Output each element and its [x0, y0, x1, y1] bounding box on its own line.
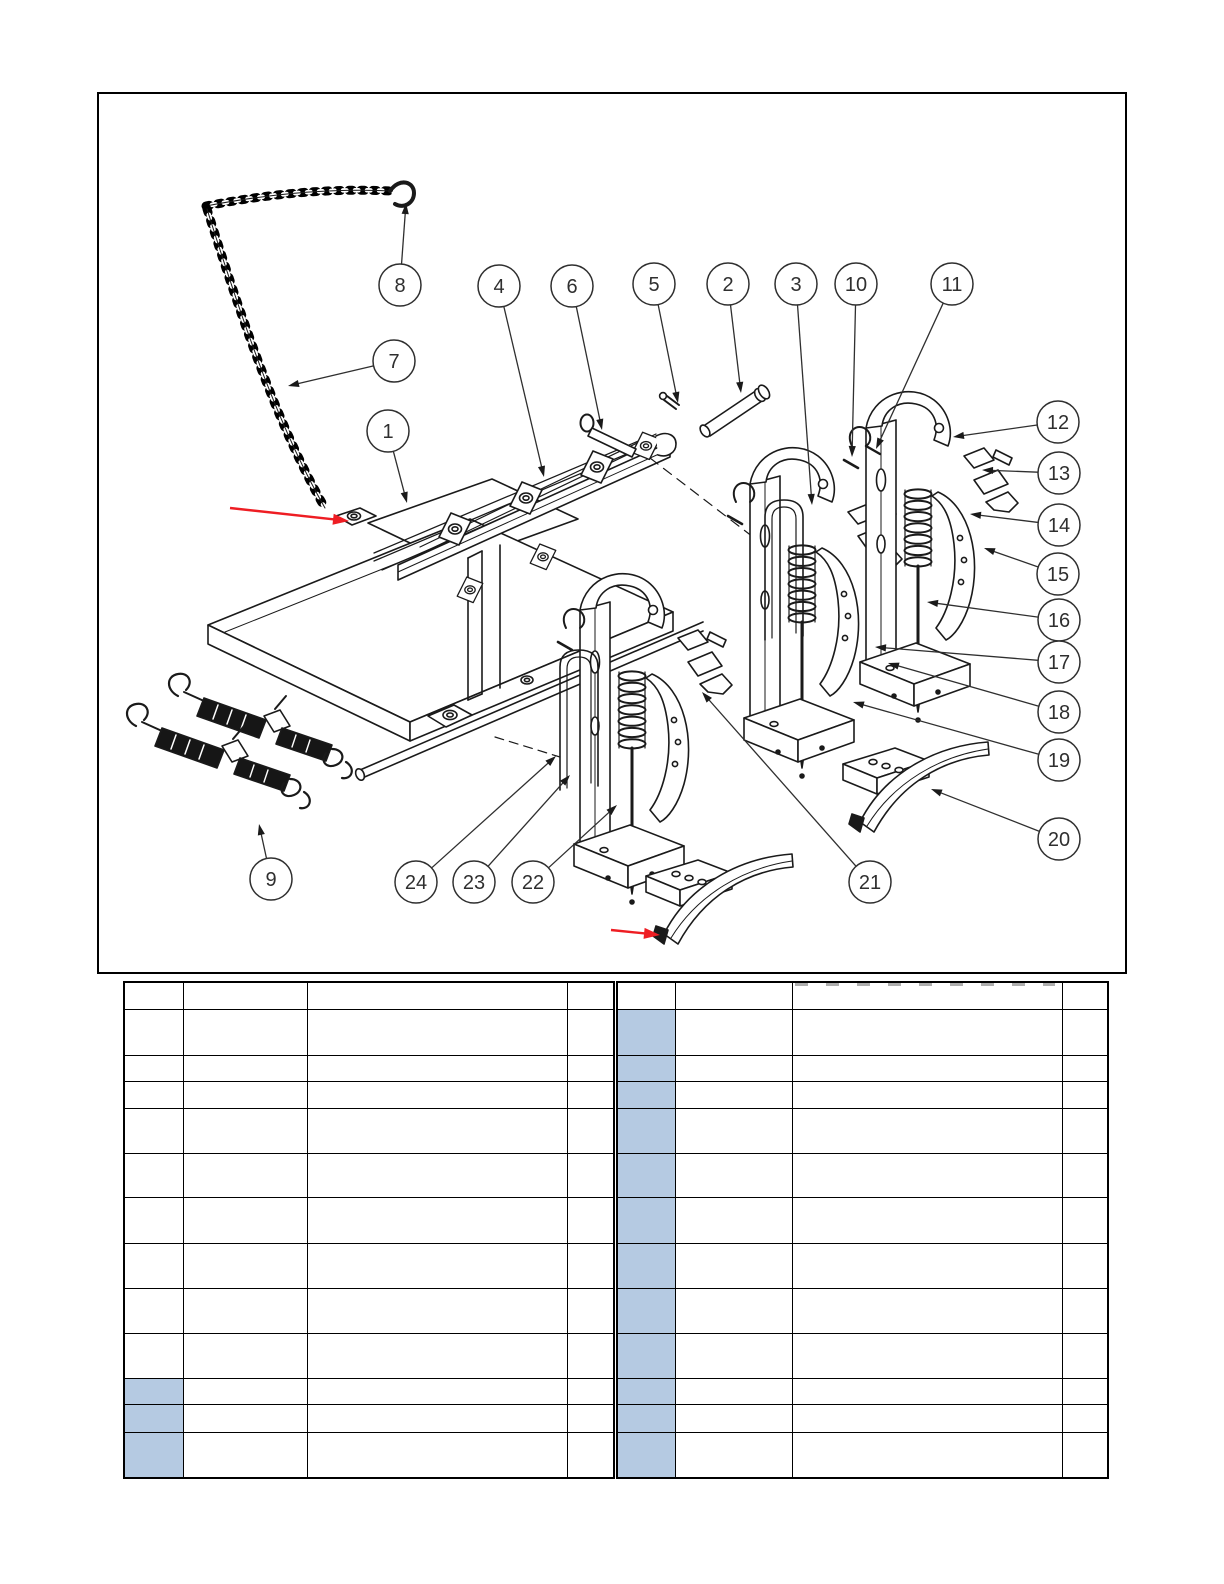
- parts-table-row: [124, 1153, 614, 1197]
- parts-table-cell: [675, 1378, 792, 1404]
- parts-table-cell: [124, 1081, 183, 1108]
- balloon-9: [250, 824, 292, 900]
- parts-table-cell: [675, 982, 792, 1009]
- parts-table-row: [617, 1333, 1108, 1378]
- parts-table-cell: [792, 1108, 1062, 1153]
- parts-table-cell: [617, 1055, 675, 1081]
- parts-table-cell: [792, 982, 1062, 1009]
- parts-table-cell: [124, 982, 183, 1009]
- balloon-number: 7: [388, 351, 400, 373]
- parts-table-row: [124, 1197, 614, 1243]
- leader-line: [859, 704, 1039, 755]
- parts-table-cell: [1062, 1378, 1108, 1404]
- parts-table-cell: [124, 1197, 183, 1243]
- parts-table-cell: [792, 1055, 1062, 1081]
- parts-table-cell: [1062, 1288, 1108, 1333]
- red-arrow: [230, 508, 349, 525]
- parts-table-cell: [617, 982, 675, 1009]
- leader-arrowhead: [401, 491, 408, 503]
- leader-line: [432, 760, 552, 868]
- parts-table-cell: [307, 1009, 567, 1055]
- parts-table-cell: [617, 1197, 675, 1243]
- balloon-number: 16: [1047, 610, 1071, 632]
- parts-table-cell: [183, 1243, 307, 1288]
- leader-arrowhead: [808, 494, 815, 505]
- parts-table-cell: [617, 1108, 675, 1153]
- parts-table-cell: [307, 982, 567, 1009]
- parts-table-cell: [567, 1081, 614, 1108]
- parts-table-cell: [675, 1081, 792, 1108]
- parts-table-row: [124, 1055, 614, 1081]
- parts-table-cell: [567, 1432, 614, 1478]
- parts-table-cell: [675, 1333, 792, 1378]
- parts-table-cell: [567, 1288, 614, 1333]
- leader-line: [976, 515, 1038, 523]
- balloon-number: 3: [790, 274, 802, 296]
- parts-table-row: [617, 1197, 1108, 1243]
- parts-table-cell: [124, 1404, 183, 1432]
- parts-table-cell: [567, 1333, 614, 1378]
- parts-table-right: [616, 981, 1109, 1479]
- leader-line: [730, 305, 740, 387]
- parts-table-cell: [1062, 1404, 1108, 1432]
- parts-table-cell: [1062, 1108, 1108, 1153]
- parts-table-left: [123, 981, 615, 1479]
- parts-table-cell: [617, 1009, 675, 1055]
- parts-table-cell: [307, 1404, 567, 1432]
- parts-table-header-row: [124, 982, 614, 1009]
- leader-arrowhead: [931, 789, 943, 796]
- leader-arrowhead: [984, 548, 996, 555]
- parts-table-cell: [567, 1378, 614, 1404]
- balloon-number: 6: [566, 276, 578, 298]
- balloon-2: [707, 263, 749, 393]
- leader-arrowhead: [849, 446, 856, 457]
- lynch-pin: [581, 415, 637, 458]
- parts-table-cell: [124, 1288, 183, 1333]
- red-arrow: [611, 928, 660, 939]
- parts-table-row: [617, 1081, 1108, 1108]
- parts-table-cell: [1062, 1432, 1108, 1478]
- redacted-header-text-artifact: [795, 983, 1055, 986]
- parts-table-cell: [617, 1404, 675, 1432]
- parts-table-cell: [792, 1333, 1062, 1378]
- alignment-dashed-line: [495, 737, 560, 757]
- parts-table-cell: [183, 982, 307, 1009]
- parts-table-cell: [1062, 1009, 1108, 1055]
- parts-table-row: [124, 1432, 614, 1478]
- parts-table-cell: [183, 1333, 307, 1378]
- balloon-number: 4: [493, 276, 505, 298]
- parts-table-cell: [183, 1009, 307, 1055]
- parts-table-cell: [567, 1197, 614, 1243]
- leader-arrowhead: [288, 380, 300, 387]
- leader-arrowhead: [927, 600, 938, 607]
- leader-line: [990, 550, 1039, 567]
- parts-table-cell: [567, 1055, 614, 1081]
- parts-table-cell: [675, 1432, 792, 1478]
- leader-line: [658, 305, 677, 398]
- balloon-1: [367, 410, 409, 503]
- balloon-4: [478, 265, 545, 477]
- parts-table-cell: [792, 1378, 1062, 1404]
- parts-table-cell: [307, 1288, 567, 1333]
- parts-table-cell: [183, 1378, 307, 1404]
- balloon-number: 18: [1047, 702, 1071, 724]
- parts-table-row: [617, 1404, 1108, 1432]
- shank-assembly-right: [844, 392, 1018, 722]
- parts-table-cell: [567, 1243, 614, 1288]
- parts-table-cell: [617, 1153, 675, 1197]
- parts-table-cell: [183, 1404, 307, 1432]
- balloon-number: 24: [404, 872, 428, 894]
- balloon-number: 10: [844, 274, 868, 296]
- parts-table-cell: [567, 1009, 614, 1055]
- balloon-3: [775, 263, 817, 505]
- parts-table-cell: [1062, 1243, 1108, 1288]
- parts-table-cell: [183, 1432, 307, 1478]
- leader-arrowhead: [538, 465, 545, 477]
- balloon-14: [970, 504, 1080, 546]
- balloon-number: 21: [858, 872, 882, 894]
- parts-table-cell: [675, 1153, 792, 1197]
- parts-table-cell: [617, 1432, 675, 1478]
- parts-table-cell: [1062, 1055, 1108, 1081]
- parts-table-cell: [1062, 1153, 1108, 1197]
- parts-table-cell: [183, 1108, 307, 1153]
- parts-table-row: [617, 1288, 1108, 1333]
- parts-table-cell: [183, 1055, 307, 1081]
- balloon-number: 1: [382, 421, 394, 443]
- balloon-number: 14: [1047, 515, 1071, 537]
- parts-table-row: [124, 1081, 614, 1108]
- parts-table-row: [124, 1378, 614, 1404]
- parts-table-cell: [675, 1009, 792, 1055]
- leader-line: [504, 306, 543, 471]
- parts-table-cell: [792, 1404, 1062, 1432]
- parts-table-cell: [675, 1197, 792, 1243]
- balloon-number: 9: [265, 869, 277, 891]
- parts-table-row: [124, 1243, 614, 1288]
- parts-table-cell: [792, 1009, 1062, 1055]
- balloon-number: 17: [1047, 652, 1071, 674]
- parts-table-cell: [307, 1081, 567, 1108]
- leader-line: [294, 366, 374, 385]
- parts-table-cell: [675, 1108, 792, 1153]
- parts-table-row: [124, 1009, 614, 1055]
- parts-table-cell: [307, 1197, 567, 1243]
- balloon-number: 22: [521, 872, 545, 894]
- parts-table-cell: [792, 1153, 1062, 1197]
- balloon-number: 8: [394, 275, 406, 297]
- chain-hook: [390, 182, 414, 205]
- balloon-15: [984, 548, 1079, 595]
- leader-arrowhead: [736, 382, 743, 393]
- leader-line: [798, 305, 812, 499]
- parts-table-cell: [1062, 1081, 1108, 1108]
- parts-table-row: [617, 1055, 1108, 1081]
- leader-line: [488, 779, 566, 866]
- balloon-6: [551, 265, 603, 430]
- balloon-number: 2: [722, 274, 734, 296]
- parts-table-row: [617, 1108, 1108, 1153]
- parts-table-cell: [792, 1432, 1062, 1478]
- balloon-8: [379, 203, 421, 306]
- parts-table-cell: [307, 1243, 567, 1288]
- leader-line: [393, 451, 405, 497]
- parts-table-cell: [792, 1081, 1062, 1108]
- parts-table-cell: [567, 1108, 614, 1153]
- parts-table-cell: [792, 1243, 1062, 1288]
- balloon-number: 20: [1047, 829, 1071, 851]
- balloon-number: 13: [1047, 463, 1071, 485]
- parts-table-cell: [675, 1243, 792, 1288]
- leader-line: [937, 791, 1040, 831]
- parts-table-cell: [307, 1432, 567, 1478]
- parts-table-cell: [307, 1153, 567, 1197]
- balloon-number: 23: [462, 872, 486, 894]
- parts-table-cell: [567, 1404, 614, 1432]
- parts-table-cell: [124, 1378, 183, 1404]
- parts-table-cell: [124, 1432, 183, 1478]
- parts-table-cell: [792, 1197, 1062, 1243]
- parts-table-row: [124, 1404, 614, 1432]
- balloon-number: 19: [1047, 750, 1071, 772]
- parts-table-cell: [124, 1333, 183, 1378]
- parts-table-cell: [567, 982, 614, 1009]
- leader-arrowhead: [596, 418, 603, 430]
- balloon-number: 5: [648, 274, 660, 296]
- beam-clevis: [656, 434, 676, 456]
- parts-table-cell: [183, 1288, 307, 1333]
- parts-table-cell: [124, 1108, 183, 1153]
- parts-table-cell: [1062, 982, 1108, 1009]
- parts-table-cell: [124, 1055, 183, 1081]
- parts-table-cell: [617, 1378, 675, 1404]
- leader-arrowhead: [853, 702, 865, 709]
- parts-table-row: [617, 1432, 1108, 1478]
- balloon-number: 12: [1046, 412, 1070, 434]
- parts-table-cell: [617, 1243, 675, 1288]
- parts-table-cell: [307, 1333, 567, 1378]
- parts-table-cell: [617, 1288, 675, 1333]
- parts-table-cell: [617, 1081, 675, 1108]
- leader-line: [879, 303, 944, 443]
- parts-table-cell: [307, 1378, 567, 1404]
- parts-table-row: [617, 1243, 1108, 1288]
- parts-table-row: [124, 1288, 614, 1333]
- parts-table-cell: [792, 1288, 1062, 1333]
- parts-table-cell: [675, 1288, 792, 1333]
- parts-table-row: [124, 1333, 614, 1378]
- balloon-number: 15: [1046, 564, 1070, 586]
- parts-table-cell: [183, 1197, 307, 1243]
- parts-table-cell: [183, 1081, 307, 1108]
- leader-arrowhead: [258, 824, 265, 836]
- parts-table-cell: [675, 1404, 792, 1432]
- leader-line: [402, 209, 406, 264]
- parts-table-row: [617, 1009, 1108, 1055]
- leader-arrowhead: [953, 432, 964, 439]
- parts-table-cell: [124, 1009, 183, 1055]
- parts-table-cell: [307, 1055, 567, 1081]
- parts-table-cell: [617, 1333, 675, 1378]
- balloon-number: 11: [941, 274, 963, 296]
- balloon-12: [953, 401, 1079, 443]
- parts-table-row: [617, 1378, 1108, 1404]
- leader-line: [959, 425, 1037, 436]
- leader-arrowhead: [970, 512, 981, 519]
- parts-table-cell: [183, 1153, 307, 1197]
- parts-table-row: [617, 1153, 1108, 1197]
- hitch-pin: [698, 383, 772, 438]
- parts-table-cell: [124, 1153, 183, 1197]
- parts-table-row: [124, 1108, 614, 1153]
- leader-arrowhead: [982, 467, 993, 474]
- parts-table-cell: [1062, 1197, 1108, 1243]
- balloon-7: [288, 340, 415, 387]
- balloon-20: [931, 789, 1080, 860]
- balloon-5: [633, 263, 679, 403]
- parts-table-cell: [675, 1055, 792, 1081]
- parts-table-cell: [307, 1108, 567, 1153]
- parts-table-cell: [567, 1153, 614, 1197]
- parts-table-cell: [124, 1243, 183, 1288]
- parts-table-header-row: [617, 982, 1108, 1009]
- parts-table-cell: [1062, 1333, 1108, 1378]
- leader-line: [576, 307, 600, 425]
